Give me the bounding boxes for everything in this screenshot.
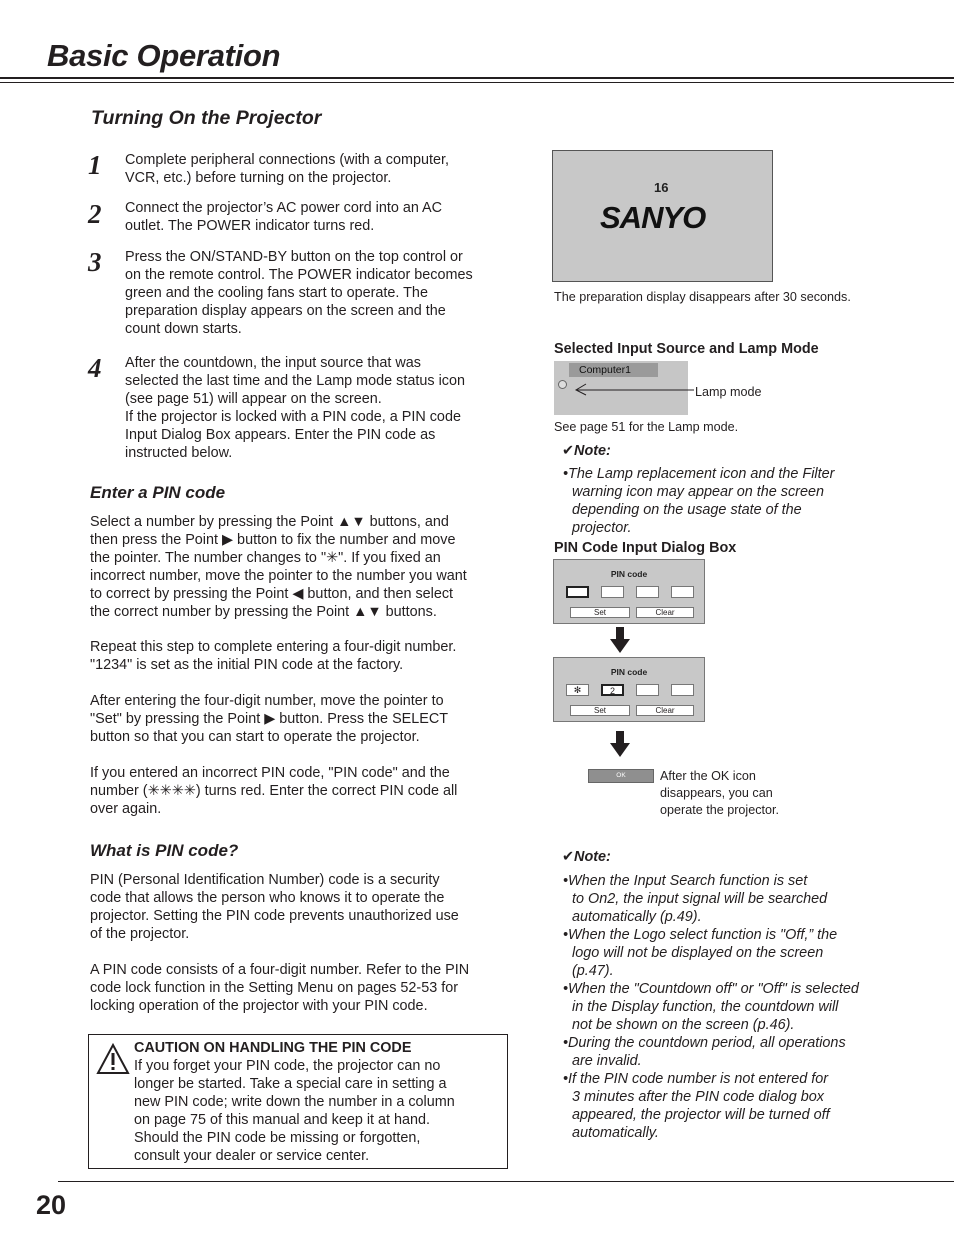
note-list xyxy=(563,872,903,1142)
pin-dialog-empty xyxy=(553,559,705,624)
lamp-pointer-arrow-icon xyxy=(570,380,696,396)
lamp-mode-label: Lamp mode xyxy=(695,385,762,399)
lamp-mode-caption: See page 51 for the Lamp mode. xyxy=(554,420,739,434)
note-item: •When the "Countdown off" or "Off" is selected in the Display function, the countdown will not be shown on the screen (p.46). xyxy=(563,981,859,1033)
pin-entry-paragraph: Select a number by pressing the Point ▲▼ buttons, and then press the Point ▶ button to fix the number and move the pointer. The number changes to "✳". If you fixed an incorrect number, move the pointer to the number you want to correct by pressing the Point ◀ button, and then select the correct number by pressing the Point ▲▼ buttons. xyxy=(90,514,467,620)
pin-entry-paragraph: Repeat this step to complete entering a four-digit number. "1234" is set as the initial PIN code at the factory. xyxy=(90,639,457,673)
pin-dialog-filled xyxy=(553,657,705,722)
pin-entry-heading: Enter a PIN code xyxy=(90,483,226,502)
step-number: 1 xyxy=(88,150,102,180)
pin-field-3[interactable] xyxy=(636,684,659,696)
input-source-label: Computer1 xyxy=(569,363,658,377)
set-button[interactable]: Set xyxy=(570,705,630,716)
what-is-pin-paragraph: A PIN code consists of a four-digit number. Refer to the PIN code lock function in the Setting Menu on pages 52-53 for locking operation of the projector with your PIN code. xyxy=(90,962,470,1014)
caution-box xyxy=(88,1034,508,1169)
arrow-down-icon xyxy=(610,731,630,757)
header-rule-thin xyxy=(0,82,954,83)
ok-icon: OK xyxy=(588,769,654,783)
what-is-pin-heading: What is PIN code? xyxy=(90,841,239,860)
step-text: Complete peripheral connections (with a computer, VCR, etc.) before turning on the projector. xyxy=(125,152,449,186)
section-title: Turning On the Projector xyxy=(91,107,322,129)
note-title: ✔Note: xyxy=(562,849,611,865)
step-text: Connect the projector’s AC power cord into an AC outlet. The POWER indicator turns red. xyxy=(125,200,443,234)
step-number: 2 xyxy=(88,199,102,229)
caution-title: CAUTION ON HANDLING THE PIN CODE xyxy=(134,1040,412,1056)
note-item: •When the Input Search function is set to On2, the input signal will be searched automatically (p.49). xyxy=(563,873,828,925)
pin-field-1[interactable]: ✻ xyxy=(566,684,589,696)
note-item: •The Lamp replacement icon and the Filter warning icon may appear on the screen depending on the usage state of the projector. xyxy=(563,466,835,536)
preparation-display xyxy=(552,150,773,282)
ok-caption: After the OK icon disappears, you can operate the projector. xyxy=(660,769,780,817)
step-number: 3 xyxy=(88,247,102,277)
pin-dialog-title: PIN code xyxy=(610,569,648,579)
step-text: Press the ON/STAND-BY button on the top control or on the remote control. The POWER indicator becomes green and the cooling fans start to operate. The preparation display appears on the screen and the count down starts. xyxy=(125,249,473,337)
header-rule xyxy=(0,77,954,79)
footer-rule xyxy=(58,1181,954,1182)
pin-field-2[interactable] xyxy=(601,586,624,598)
countdown-number: 16 xyxy=(654,180,669,195)
step-text: After the countdown, the input source that was selected the last time and the Lamp mode status icon (see page 51) will appear on the screen. If the projector is locked with a PIN code, a PIN code Input Dialog Box appears. Enter the PIN code as instructed below. xyxy=(125,355,465,461)
caution-text: If you forget your PIN code, the projector can no longer be started. Take a special care in setting a new PIN code; write down the number in a column on page 75 of this manual and keep it at hand. Should the PIN code be missing or forgotten, consult your dealer or service center. xyxy=(134,1058,455,1164)
page-title: Basic Operation xyxy=(47,38,281,73)
preparation-caption: The preparation display disappears after 30 seconds. xyxy=(554,290,851,304)
pin-entry-paragraph: If you entered an incorrect PIN code, "PIN code" and the number (✳✳✳✳) turns red. Enter the correct PIN code all over again. xyxy=(90,765,458,817)
clear-button[interactable]: Clear xyxy=(636,607,694,618)
pin-dialog-heading: PIN Code Input Dialog Box xyxy=(554,540,737,556)
pin-entry-paragraph: After entering the four-digit number, move the pointer to "Set" by pressing the Point ▶ button. Press the SELECT button so that you can start to operate the projector. xyxy=(90,693,449,745)
note-item: •If the PIN code number is not entered for 3 minutes after the PIN code dialog box appeared, the projector will be turned off automatically. xyxy=(563,1071,830,1141)
note-title: ✔Note: xyxy=(562,443,611,459)
note-item: •When the Logo select function is "Off,” the logo will not be displayed on the screen (p.47). xyxy=(563,927,838,979)
note-item: •During the countdown period, all operations are invalid. xyxy=(563,1035,846,1069)
pin-field-4[interactable] xyxy=(671,586,694,598)
pin-field-3[interactable] xyxy=(636,586,659,598)
pin-dialog-title: PIN code xyxy=(610,667,648,677)
pin-field-2[interactable]: 2 xyxy=(601,684,624,696)
pin-field-1[interactable] xyxy=(566,586,589,598)
pin-field-4[interactable] xyxy=(671,684,694,696)
page-number: 20 xyxy=(36,1190,67,1220)
warning-triangle-icon xyxy=(96,1043,130,1075)
clear-button[interactable]: Clear xyxy=(636,705,694,716)
arrow-down-icon xyxy=(610,627,630,653)
lamp-mode-icon xyxy=(558,380,567,389)
input-source-heading: Selected Input Source and Lamp Mode xyxy=(554,341,819,357)
what-is-pin-paragraph: PIN (Personal Identification Number) code is a security code that allows the person who knows it to operate the projector. Setting the PIN code prevents unauthorized use of the projector. xyxy=(90,872,459,942)
step-number: 4 xyxy=(88,353,102,383)
sanyo-logo: SANYO xyxy=(600,200,706,235)
set-button[interactable]: Set xyxy=(570,607,630,618)
